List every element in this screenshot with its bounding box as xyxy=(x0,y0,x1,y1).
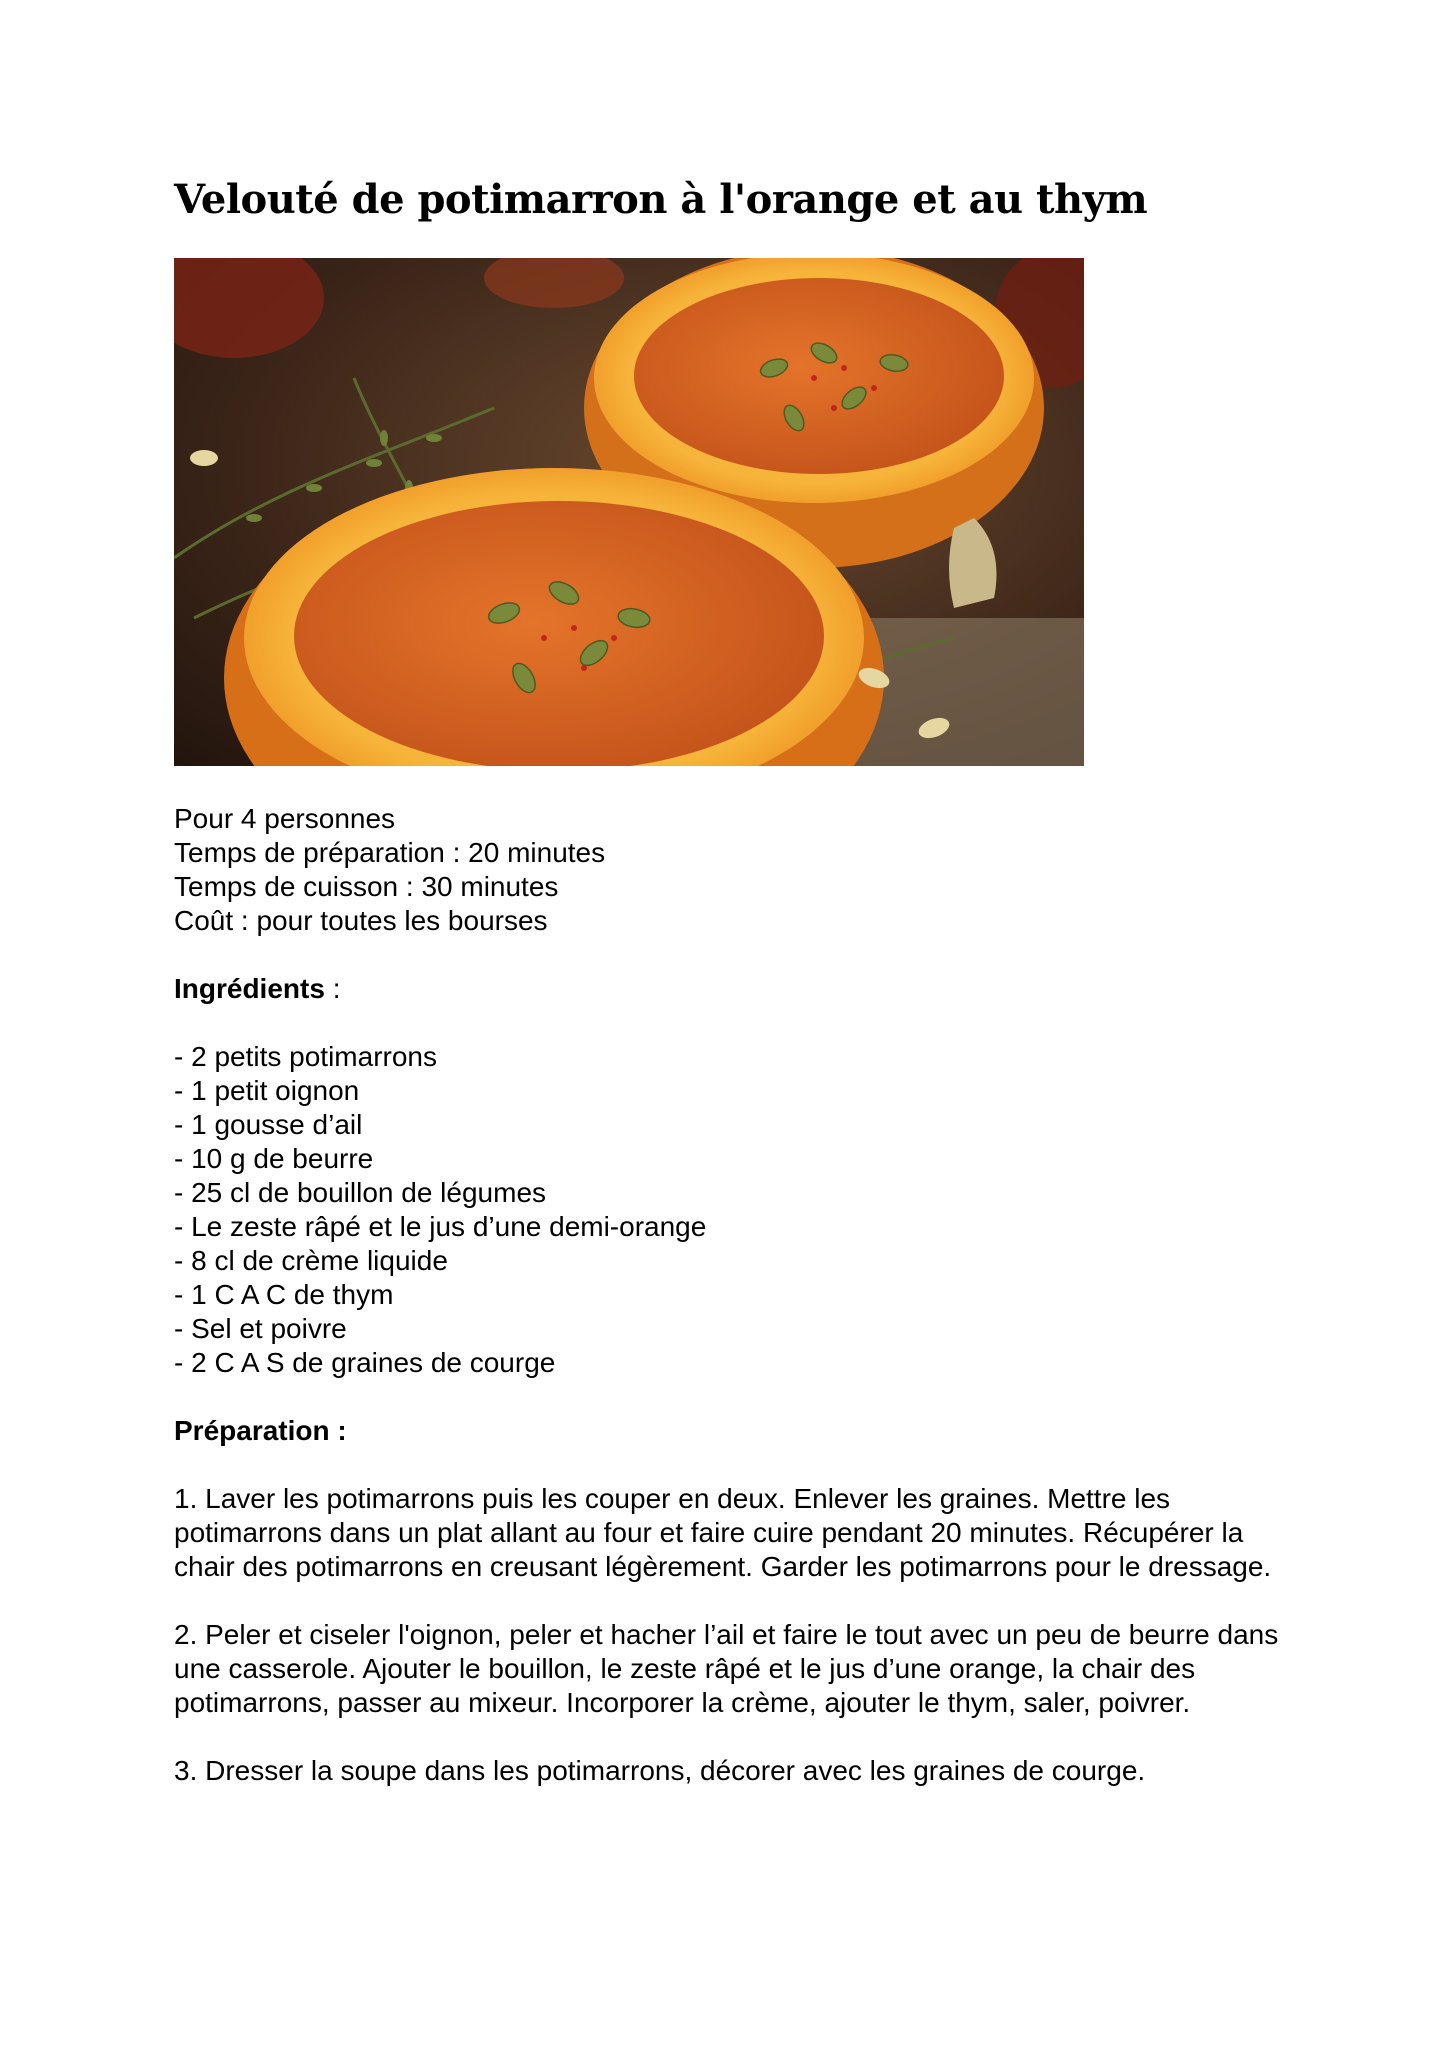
list-item: - 25 cl de bouillon de légumes xyxy=(174,1177,547,1208)
cook-time: Temps de cuisson : 30 minutes xyxy=(174,871,559,902)
preparation-heading: Préparation : xyxy=(174,1415,347,1446)
ingredients-heading: Ingrédients : xyxy=(174,973,341,1004)
ingredients-list xyxy=(174,1040,1284,1380)
list-item: - Sel et poivre xyxy=(174,1313,347,1344)
step-2: 2. Peler et ciseler l'oignon, peler et hacher l’ail et faire le tout avec un peu de beurre dans une casserole. Ajouter le bouillon, le zeste râpé et le jus d’une orange, la chair des potimarrons, passer au mixeur. Incorporer la crème, ajouter le thym, saler, poivrer. xyxy=(174,1619,1279,1718)
recipe-info xyxy=(174,802,1284,938)
list-item: - 2 petits potimarrons xyxy=(174,1041,437,1072)
servings: Pour 4 personnes xyxy=(174,803,396,834)
step-1: 1. Laver les potimarrons puis les couper en deux. Enlever les graines. Mettre les potimarrons dans un plat allant au four et faire cuire pendant 20 minutes. Récupérer la chair des potimarrons en creusant légèrement. Garder les potimarrons pour le dressage. xyxy=(174,1483,1272,1582)
list-item: - Le zeste râpé et le jus d’une demi-orange xyxy=(174,1211,707,1242)
recipe-title: Velouté de potimarron à l'orange et au thym xyxy=(174,176,1148,223)
soup-photo xyxy=(174,258,1084,766)
prep-time: Temps de préparation : 20 minutes xyxy=(174,837,606,868)
step-3: 3. Dresser la soupe dans les potimarrons, décorer avec les graines de courge. xyxy=(174,1755,1146,1786)
list-item: - 1 gousse d’ail xyxy=(174,1109,363,1140)
list-item: - 10 g de beurre xyxy=(174,1143,374,1174)
list-item: - 1 C A C de thym xyxy=(174,1279,394,1310)
cost: Coût : pour toutes les bourses xyxy=(174,905,548,936)
recipe-page xyxy=(174,172,1284,1788)
list-item: - 2 C A S de graines de courge xyxy=(174,1347,556,1378)
list-item: - 1 petit oignon xyxy=(174,1075,360,1106)
list-item: - 8 cl de crème liquide xyxy=(174,1245,448,1276)
